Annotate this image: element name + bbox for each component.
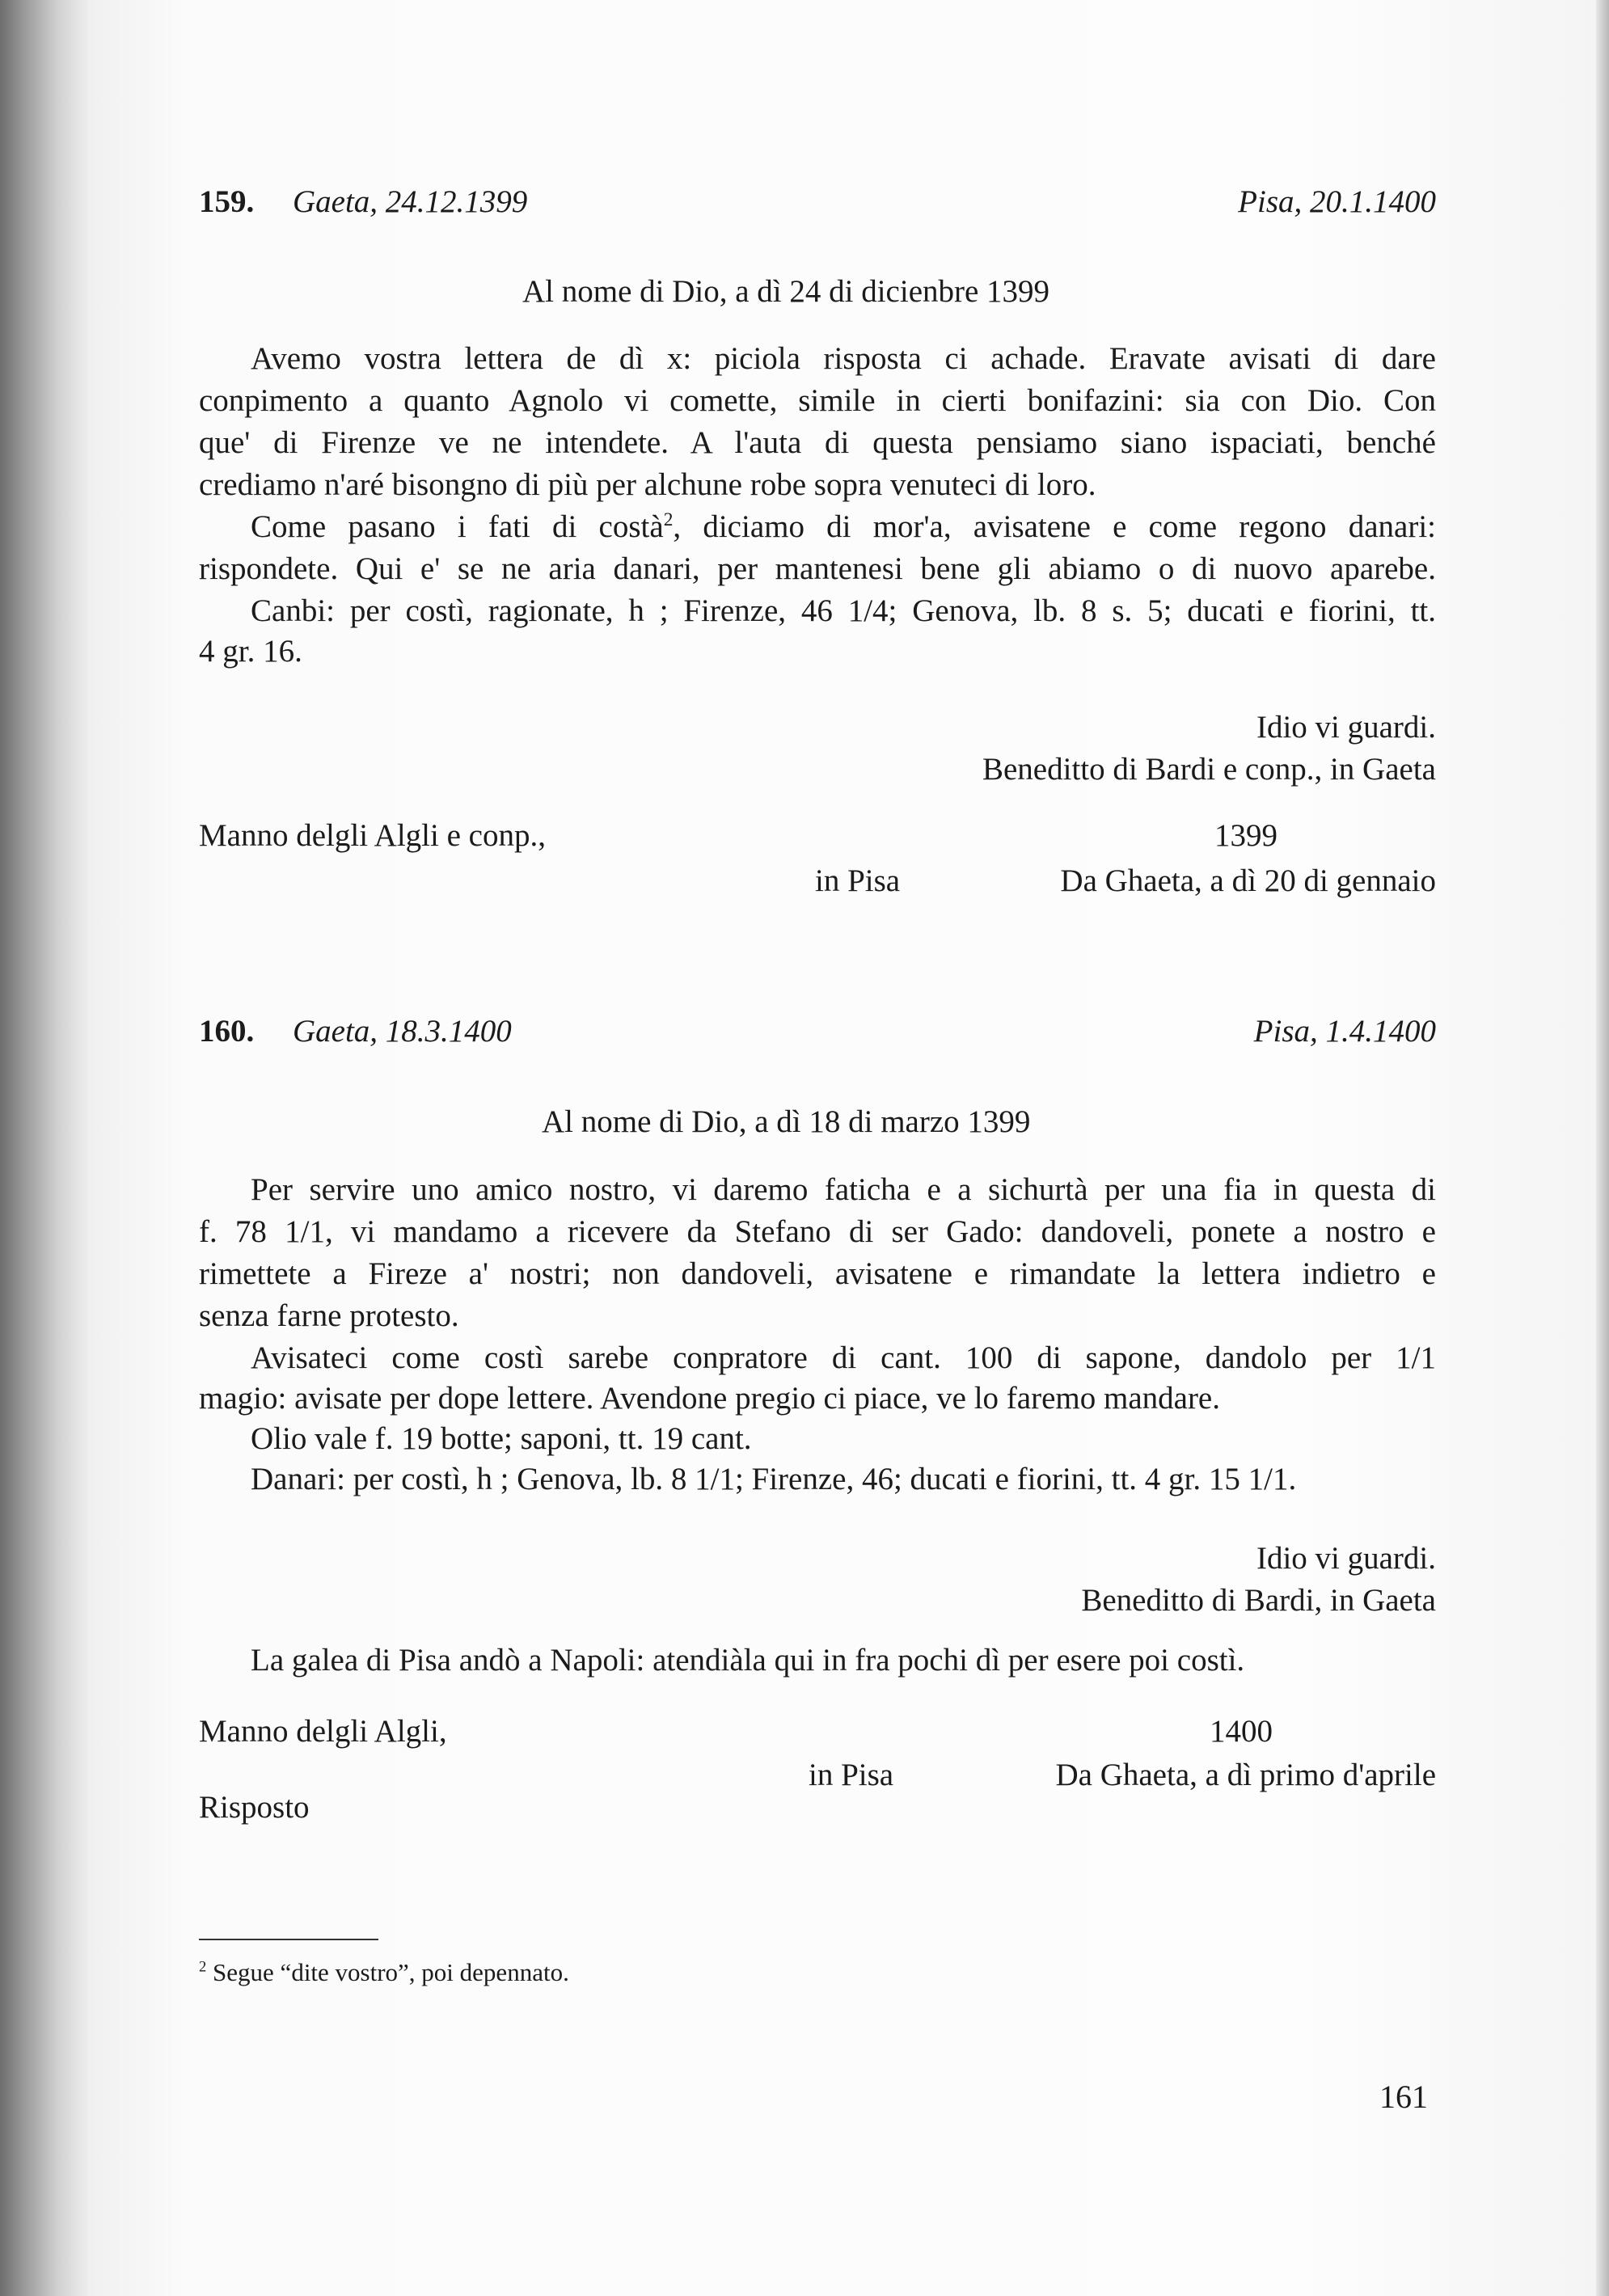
letter-160-p3-line: Olio vale f. 19 botte; saponi, tt. 19 cant. <box>251 1421 752 1456</box>
letter-160-p2-line: magio: avisate per dope lettere. Avendone pregio ci piace, ve lo faremo mandare. <box>199 1381 1220 1416</box>
letter-160-origin: Gaeta, 18.3.1400 <box>293 1014 512 1049</box>
letter-159-origin: Gaeta, 24.12.1399 <box>293 184 528 219</box>
letter-160-body-line: f. 78 1/1, vi mandamo a ricevere da Stefano di ser Gado: dandoveli, ponete a nostro e <box>199 1214 1436 1249</box>
letter-160-number: 160. <box>199 1014 255 1049</box>
letter-160-p4-line: Danari: per costì, h ; Genova, lb. 8 1/1; Firenze, 46; ducati e fiorini, tt. 4 gr. 15 1/1. <box>251 1462 1297 1496</box>
letter-159-addressee: Manno delgli Algli e conp., <box>199 818 546 853</box>
page-edge <box>1596 0 1609 2296</box>
letter-159-address-place: in Pisa <box>815 863 901 898</box>
letter-159-p2-line: rispondete. Qui e' se ne aria danari, per mantenesi bene gli abiamo o di nuovo aparebe. <box>199 551 1436 586</box>
letter-160-p2-line: Avisateci come costì sarebe conpratore di cant. 100 di sapone, dandolo per 1/1 <box>251 1340 1436 1375</box>
footnote-reference: 2 <box>663 509 674 530</box>
letter-159-number: 159. <box>199 184 255 219</box>
letter-159-sender: Beneditto di Bardi e conp., in Gaeta <box>982 752 1436 787</box>
letter-159-body-line: que' di Firenze ve ne intendete. A l'auta di questa pensiamo siano ispaciati, benché <box>199 425 1436 460</box>
letter-160-postscript: La galea di Pisa andò a Napoli: atendiàla qui in fra pochi dì per esere poi costì. <box>251 1643 1245 1678</box>
letter-160-destination: Pisa, 1.4.1400 <box>1253 1014 1436 1049</box>
footnote <box>199 1956 569 1989</box>
letter-160-body-line: rimettete a Fireze a' nostri; non dandoveli, avisatene e rimandate la lettera indietro e <box>199 1256 1436 1291</box>
letter-160-closing: Idio vi guardi. <box>1256 1541 1436 1576</box>
letter-160-year-note: 1400 <box>1210 1714 1273 1749</box>
footnote-text: Segue “dite vostro”, poi depennato. <box>213 1958 569 1986</box>
letter-159-exchange-line: 4 gr. 16. <box>199 634 302 669</box>
letter-160-reply-note: Risposto <box>199 1790 310 1825</box>
letter-160-body-line: Per servire uno amico nostro, vi daremo faticha e a sichurtà per una fia in questa di <box>251 1172 1436 1207</box>
letter-160-body-line: senza farne protesto. <box>199 1298 459 1333</box>
letter-160-heading <box>199 1012 512 1051</box>
letter-159-p2-text-a: Come pasano i fati di costà <box>251 509 664 544</box>
letter-159-destination: Pisa, 20.1.1400 <box>1238 184 1436 219</box>
letter-160-sender: Beneditto di Bardi, in Gaeta <box>1081 1583 1436 1618</box>
letter-159-p2-line <box>199 508 1436 547</box>
letter-159-received: Da Ghaeta, a dì 20 di gennaio <box>1060 863 1436 898</box>
letter-159-heading <box>199 183 527 222</box>
letter-160-received: Da Ghaeta, a dì primo d'aprile <box>1055 1758 1436 1792</box>
letter-159-closing: Idio vi guardi. <box>1256 710 1436 745</box>
letter-159-body-line: conpimento a quanto Agnolo vi comette, simile in cierti bonifazini: sia con Dio. Con <box>199 383 1436 418</box>
letter-159-invocation: Al nome di Dio, a dì 24 di dicienbre 1399 <box>522 274 1050 309</box>
letter-160-invocation: Al nome di Dio, a dì 18 di marzo 1399 <box>542 1104 1031 1139</box>
footnote-marker: 2 <box>199 1958 207 1976</box>
letter-159-body-line: crediamo n'aré bisongno di più per alchune robe sopra venuteci di loro. <box>199 467 1096 502</box>
letter-159-year-note: 1399 <box>1214 818 1277 853</box>
footnote-rule <box>199 1939 378 1940</box>
page-number: 161 <box>1379 2079 1428 2115</box>
letter-159-p2-text-b: , diciamo di mor'a, avisatene e come regono danari: <box>673 509 1436 544</box>
letter-160-address-place: in Pisa <box>809 1758 894 1792</box>
letter-160-addressee: Manno delgli Algli, <box>199 1714 447 1749</box>
letter-159-exchange-line: Canbi: per costì, ragionate, h ; Firenze, 46 1/4; Genova, lb. 8 s. 5; ducati e fiorini, tt. <box>251 593 1436 628</box>
letter-159-body-line: Avemo vostra lettera de dì x: piciola risposta ci achade. Eravate avisati di dare <box>251 341 1436 376</box>
book-spine-shadow <box>0 0 89 2296</box>
